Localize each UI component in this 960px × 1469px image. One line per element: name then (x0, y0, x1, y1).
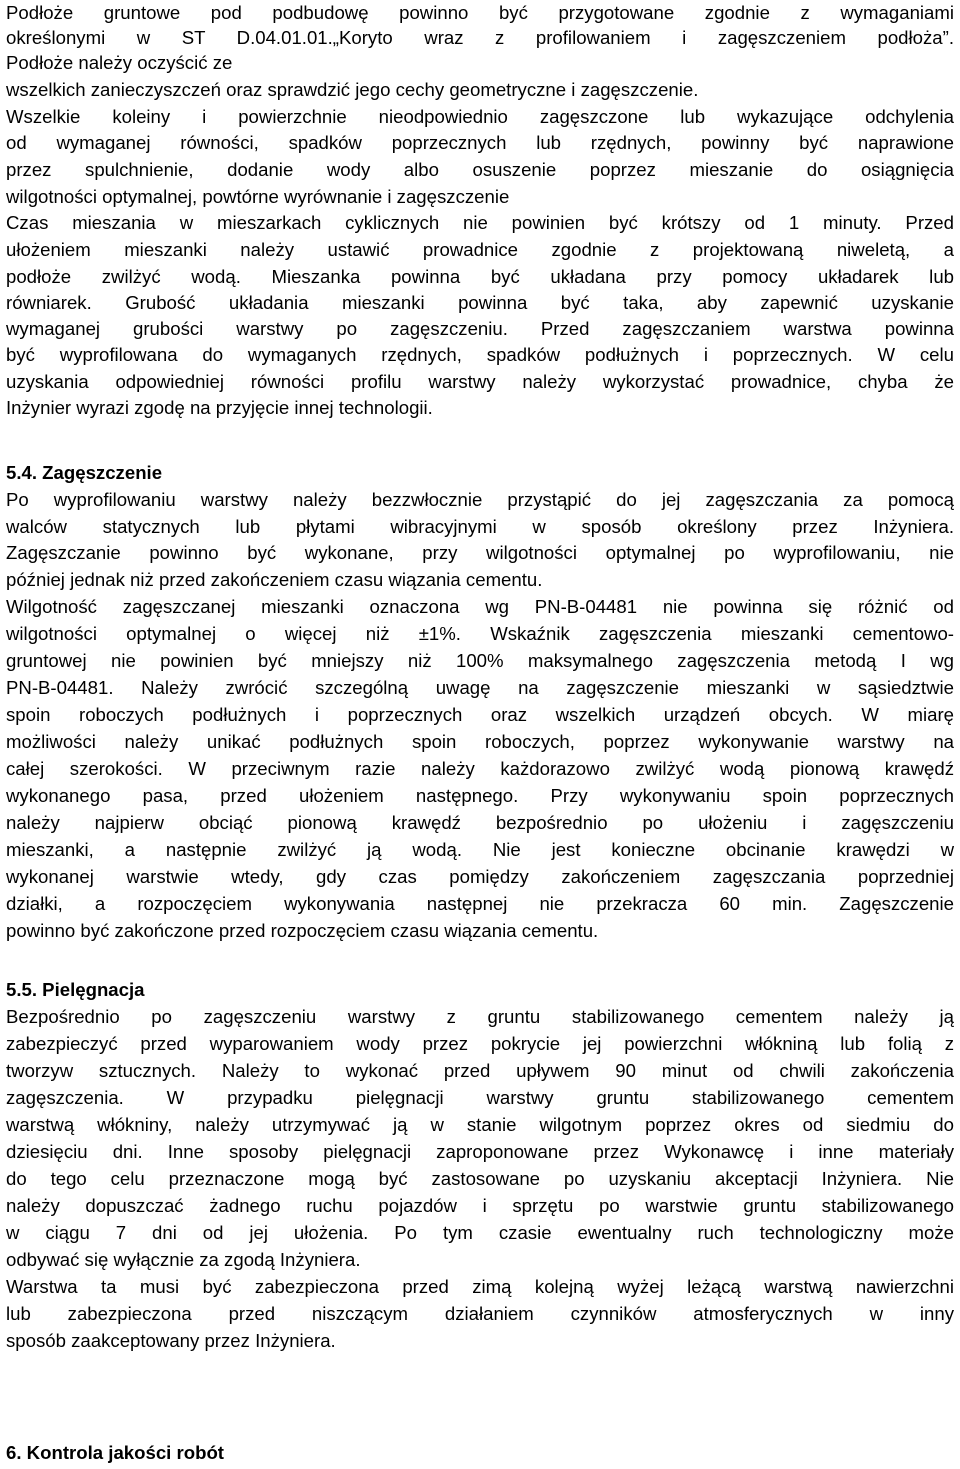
text-line: wymaganej grubości warstwy po zagęszczeniu. Przed zagęszczaniem warstwa powinna (6, 318, 954, 339)
text-line: należy najpierw obciąć pionową krawędź bezpośrednio po ułożeniu i zagęszczeniu (6, 812, 954, 833)
text-line: przez spulchnienie, dodanie wody albo osuszenie poprzez mieszanie do osiągnięcia (6, 159, 954, 180)
text-line: Bezpośrednio po zagęszczeniu warstwy z gruntu stabilizowanego cementem należy ją (6, 1006, 954, 1027)
text-line: dziesięciu dni. Inne sposoby pielęgnacji zaproponowane przez Wykonawcę i inne materiały (6, 1141, 954, 1162)
text-line: działki, a rozpoczęciem wykonywania następnej nie przekracza 60 min. Zagęszczenie (6, 893, 954, 914)
text-line: Po wyprofilowaniu warstwy należy bezzwłocznie przystąpić do jej zagęszczania za pomocą (6, 489, 954, 510)
text-line: lub zabezpieczona przed niszczącym działaniem czynników atmosferycznych w inny (6, 1303, 954, 1324)
text-line: wilgotności optymalnej, powtórne wyrównanie i zagęszczenie (6, 186, 510, 207)
text-line: ułożeniem mieszanki należy ustawić prowadnice zgodnie z projektowaną niweletą, a (6, 239, 954, 260)
text-line: spoin roboczych podłużnych i poprzecznych oraz wszelkich urządzeń obcych. W miarę (6, 704, 954, 725)
text-line: wszelkich zanieczyszczeń oraz sprawdzić jego cechy geometryczne i zagęszczenie. (6, 79, 699, 100)
text-line: Inżynier wyrazi zgodę na przyjęcie innej technologii. (6, 397, 433, 418)
text-line: wykonanej warstwie wtedy, gdy czas pomiędzy zakończeniem zagęszczania poprzedniej (6, 866, 954, 887)
text-line: zabezpieczyć przed wyparowaniem wody przez pokrycie jej powierzchni włókniną lub folią z (6, 1033, 954, 1054)
text-line: sposób zaakceptowany przez Inżyniera. (6, 1330, 336, 1351)
text-line: określonymi w ST D.04.01.01.„Koryto wraz z profilowaniem i zagęszczeniem podłoża”. (6, 27, 954, 48)
section-heading-curing: 5.5. Pielęgnacja (6, 979, 145, 1000)
text-line: podłoże zwilżyć wodą. Mieszanka powinna być układana przy pomocy układarek lub (6, 266, 954, 287)
text-line: możliwości należy unikać podłużnych spoin roboczych, poprzez wykonywanie warstwy na (6, 731, 954, 752)
text-line: mieszanki, a następnie zwilżyć ją wodą. Nie jest konieczne obcinanie krawędzi w (6, 839, 954, 860)
text-line: całej szerokości. W przeciwnym razie należy każdorazowo zwilżyć wodą pionową krawędź (6, 758, 954, 779)
section-heading-compaction: 5.4. Zagęszczenie (6, 462, 163, 483)
text-line: Wszelkie koleiny i powierzchnie nieodpowiednio zagęszczone lub wykazujące odchylenia (6, 106, 954, 127)
text-line: Czas mieszania w mieszarkach cyklicznych nie powinien być krótszy od 1 minuty. Przed (6, 212, 954, 233)
text-line: być wyprofilowana do wymaganych rzędnych, spadków podłużnych i poprzecznych. W celu (6, 344, 954, 365)
text-line: Podłoże należy oczyścić ze (6, 52, 233, 73)
text-line: później jednak niż przed zakończeniem czasu wiązania cementu. (6, 569, 543, 590)
text-line: warstwą włókniny, należy utrzymywać ją w stanie wilgotnym poprzez okres od siedmiu do (6, 1114, 954, 1135)
text-line: Warstwa ta musi być zabezpieczona przed zimą kolejną wyżej leżącą warstwą nawierzchni (6, 1276, 954, 1297)
text-line: odbywać się wyłącznie za zgodą Inżyniera. (6, 1249, 361, 1270)
text-line: walców statycznych lub płytami wibracyjnymi w sposób określony przez Inżyniera. (6, 516, 954, 537)
text-line: do tego celu przeznaczone mogą być zastosowane po uzyskaniu akceptacji Inżyniera. Nie (6, 1168, 954, 1189)
text-line: wykonanego pasa, przed ułożeniem następnego. Przy wykonywaniu spoin poprzecznych (6, 785, 954, 806)
text-line: w ciągu 7 dni od jej ułożenia. Po tym czasie ewentualny ruch technologiczny może (6, 1222, 954, 1243)
text-line: zagęszczenia. W przypadku pielęgnacji warstwy gruntu stabilizowanego cementem (6, 1087, 954, 1108)
text-line: Zagęszczanie powinno być wykonane, przy wilgotności optymalnej po wyprofilowaniu, nie (6, 542, 954, 563)
text-line: Wilgotność zagęszczanej mieszanki oznaczona wg PN-B-04481 nie powinna się różnić od (6, 596, 954, 617)
text-line: od wymaganej równości, spadków poprzecznych lub rzędnych, powinny być naprawione (6, 132, 954, 153)
text-line: równiarek. Grubość układania mieszanki powinna być taka, aby zapewnić uzyskanie (6, 292, 954, 313)
text-line: tworzyw sztucznych. Należy to wykonać przed upływem 90 minut od chwili zakończenia (6, 1060, 954, 1081)
text-line: powinno być zakończone przed rozpoczęciem czasu wiązania cementu. (6, 920, 599, 941)
text-line: gruntowej nie powinien być mniejszy niż 100% maksymalnego zagęszczenia metodą I wg (6, 650, 954, 671)
text-line: PN-B-04481. Należy zwrócić szczególną uwagę na zagęszczenie mieszanki w sąsiedztwie (6, 677, 954, 698)
section-heading-quality-control: 6. Kontrola jakości robót (6, 1442, 224, 1463)
text-line: wilgotności optymalnej o więcej niż ±1%. Wskaźnik zagęszczenia mieszanki cementowo- (6, 623, 954, 644)
text-line: Podłoże gruntowe pod podbudowę powinno być przygotowane zgodnie z wymaganiami (6, 2, 954, 23)
text-line: uzyskania odpowiedniej równości profilu warstwy należy wykorzystać prowadnice, chyba że (6, 371, 954, 392)
text-line: należy dopuszczać żadnego ruchu pojazdów i sprzętu po warstwie gruntu stabilizowanego (6, 1195, 954, 1216)
